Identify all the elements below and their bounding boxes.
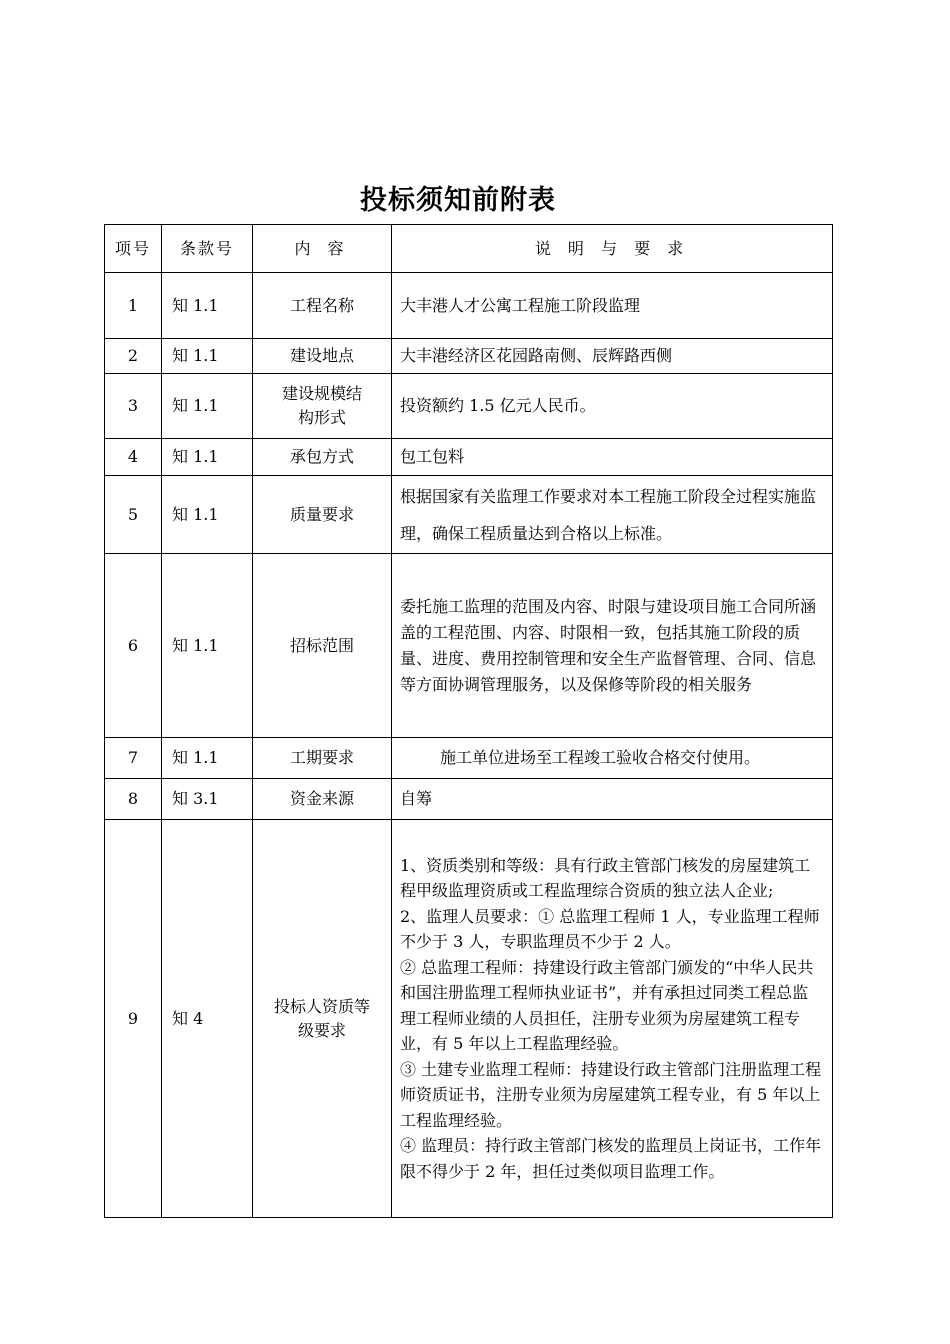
desc-paragraph: 1、资质类别和等级：具有行政主管部门核发的房屋建筑工程甲级监理资质或工程监理综合资质的独立法人企业;	[400, 855, 811, 901]
row-content: 投标人资质等级要求	[253, 820, 392, 1218]
desc-line: 根据国家有关监理工作要求对本工程施工阶段全过程实施监	[400, 486, 817, 506]
table-row	[105, 374, 833, 439]
desc-paragraph: ④ 监理员：持行政主管部门核发的监理员上岗证书，工作年限不得少于 2 年，担任过类似项目监理工作。	[400, 1136, 822, 1181]
row-no: 5	[105, 476, 162, 554]
table-row	[105, 738, 833, 779]
row-desc: 委托施工监理的范围及内容、时限与建设项目施工合同所涵盖的工程范围、内容、时限相一致，包括其施工阶段的质量、进度、费用控制管理和安全生产监督管理、合同、信息等方面协调管理服务，以及保修等阶段的相关服务	[392, 554, 833, 738]
header-content: 内 容	[253, 225, 392, 273]
row-content: 建设地点	[253, 339, 392, 374]
row-clause: 知 4	[162, 820, 253, 1218]
row-clause: 知 1.1	[162, 339, 253, 374]
table-row	[105, 554, 833, 738]
row-content: 建设规模结构形式	[253, 374, 392, 439]
row-no: 4	[105, 439, 162, 476]
row-clause: 知 1.1	[162, 374, 253, 439]
table-row	[105, 779, 833, 820]
row-no: 2	[105, 339, 162, 374]
header-desc: 说 明 与 要 求	[392, 225, 833, 273]
page-title: 投标须知前附表	[360, 185, 556, 216]
desc-paragraph: 2、监理人员要求：① 总监理工程师 1 人，专业监理工程师不少于 3 人，专职监理员不少于 2 人。	[400, 906, 820, 952]
table-row	[105, 439, 833, 476]
table-row	[105, 339, 833, 374]
row-no: 8	[105, 779, 162, 820]
desc-paragraph: ③ 土建专业监理工程师：持建设行政主管部门注册监理工程师资质证书，注册专业须为房屋建筑工程专业，有 5 年以上工程监理经验。	[400, 1059, 822, 1130]
header-clause: 条款号	[162, 225, 253, 273]
table-row	[105, 820, 833, 1218]
row-desc: 大丰港经济区花园路南侧、辰辉路西侧	[392, 339, 833, 374]
row-content: 质量要求	[253, 476, 392, 554]
row-desc: 自筹	[392, 779, 833, 820]
row-no: 9	[105, 820, 162, 1218]
row-clause: 知 1.1	[162, 439, 253, 476]
row-desc: 投资额约 1.5 亿元人民币。	[392, 374, 833, 439]
row-desc: 包工包料	[392, 439, 833, 476]
table-row	[105, 273, 833, 339]
row-content: 资金来源	[253, 779, 392, 820]
row-clause: 知 1.1	[162, 554, 253, 738]
row-clause: 知 1.1	[162, 738, 253, 779]
row-desc: 大丰港人才公寓工程施工阶段监理	[392, 273, 833, 339]
table-header-row	[105, 225, 833, 273]
row-no: 1	[105, 273, 162, 339]
row-clause: 知 1.1	[162, 273, 253, 339]
desc-line: 理，确保工程质量达到合格以上标准。	[400, 523, 673, 543]
header-no: 项号	[105, 225, 162, 273]
desc-paragraph: ② 总监理工程师：持建设行政主管部门颁发的“中华人民共和国注册监理工程师执业证书”，并有承担过同类工程总监理工程师业绩的人员担任，注册专业须为房屋建筑工程专业，有 5 年以上工程监理经验。	[400, 957, 814, 1054]
row-no: 6	[105, 554, 162, 738]
row-content: 承包方式	[253, 439, 392, 476]
row-no: 3	[105, 374, 162, 439]
row-clause: 知 3.1	[162, 779, 253, 820]
table-row	[105, 476, 833, 554]
row-content: 招标范围	[253, 554, 392, 738]
row-content: 工期要求	[253, 738, 392, 779]
row-desc	[392, 820, 833, 1218]
row-content: 工程名称	[253, 273, 392, 339]
row-desc: 施工单位进场至工程竣工验收合格交付使用。	[392, 738, 833, 779]
row-desc	[392, 476, 833, 554]
row-clause: 知 1.1	[162, 476, 253, 554]
bid-notice-table	[104, 224, 833, 1218]
row-no: 7	[105, 738, 162, 779]
